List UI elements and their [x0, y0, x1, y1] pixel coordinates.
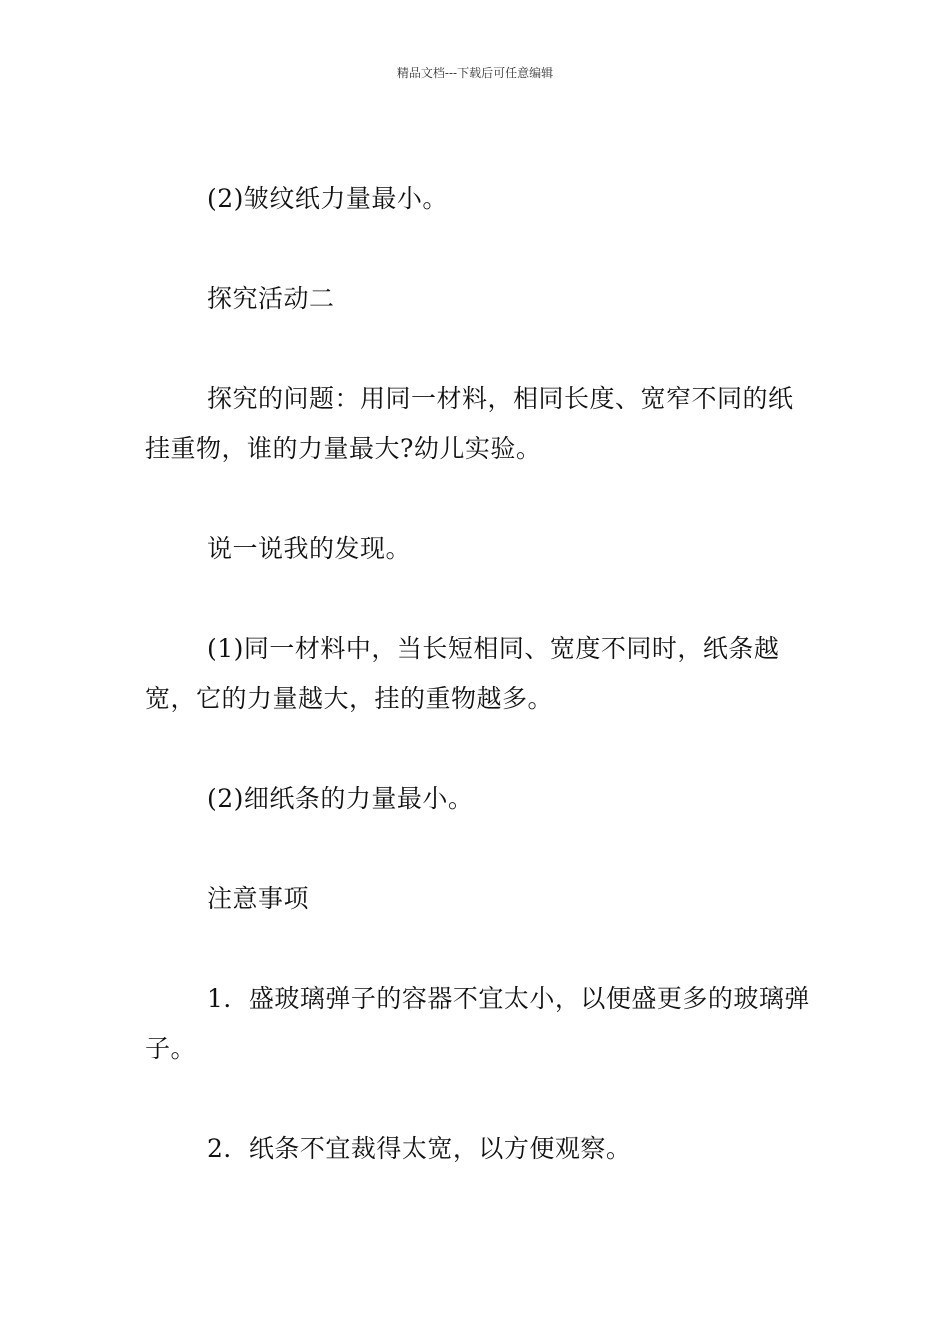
- section-heading-activity-2: 探究活动二: [207, 284, 335, 313]
- paragraph-question: 探究的问题：用同一材料，相同长度、宽窄不同的纸挂重物，谁的力量最大?幼儿实验。: [145, 384, 794, 463]
- paragraph-finding-2: (2)细纸条的力量最小。: [207, 784, 474, 813]
- paragraph-note-1: 1．盛玻璃弹子的容器不宜太小，以便盛更多的玻璃弹子。: [145, 984, 810, 1063]
- document-body: [145, 174, 810, 1224]
- page-header: 精品文档---下载后可任意编辑: [396, 66, 554, 80]
- paragraph-result-2: (2)皱纹纸力量最小。: [207, 184, 448, 213]
- paragraph-note-2: 2．纸条不宜裁得太宽，以方便观察。: [207, 1134, 632, 1163]
- paragraph-findings-intro: 说一说我的发现。: [207, 534, 412, 563]
- paragraph-finding-1: (1)同一材料中，当长短相同、宽度不同时，纸条越宽，它的力量越大，挂的重物越多。: [145, 634, 780, 713]
- section-heading-notes: 注意事项: [207, 884, 310, 913]
